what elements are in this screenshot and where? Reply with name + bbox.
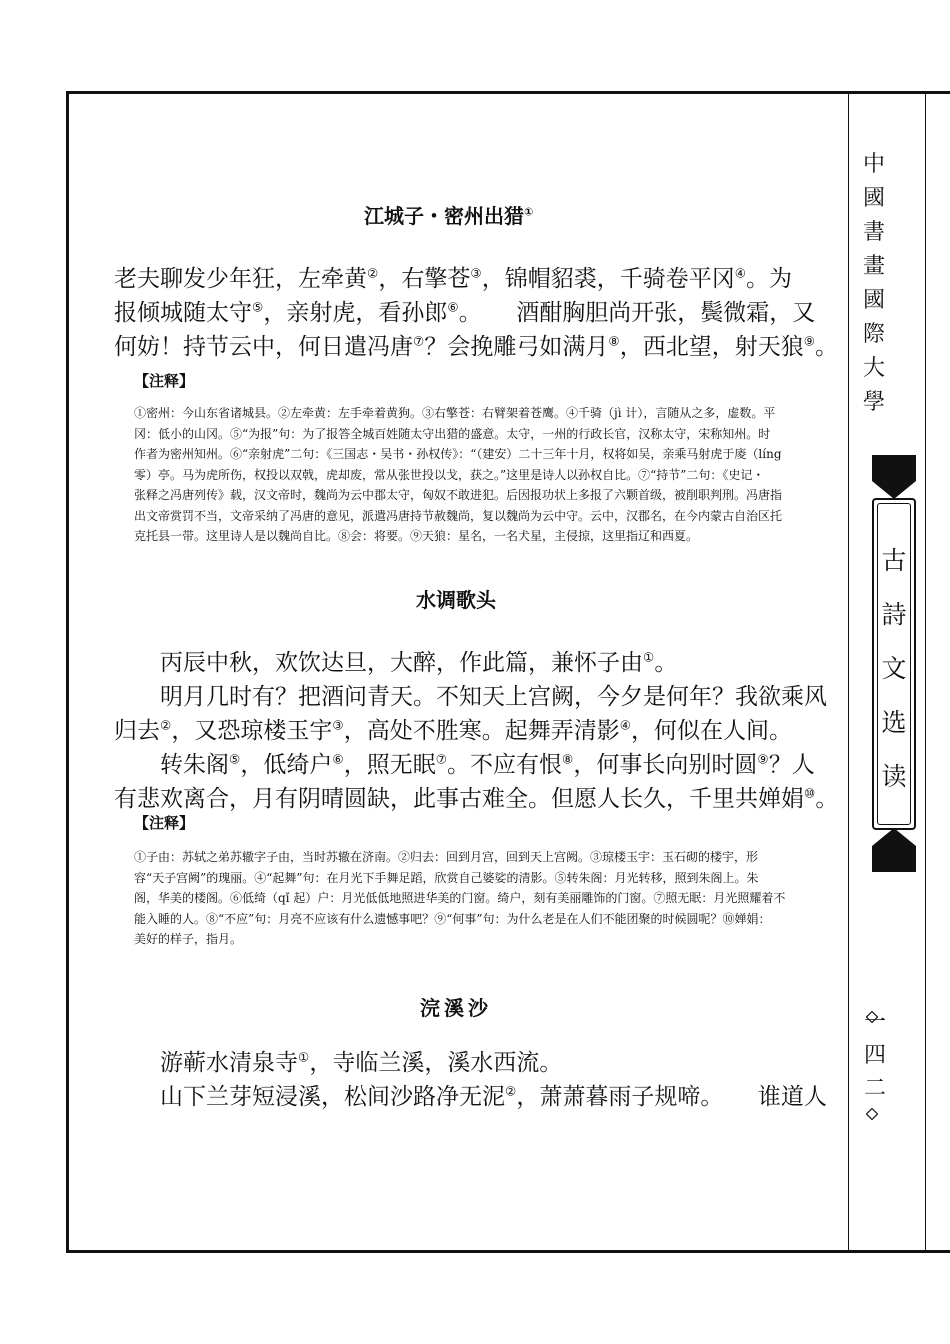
cartouche-top-bar: [872, 455, 916, 469]
footnote-marker: ⑨: [757, 751, 769, 767]
annotations: [134, 847, 814, 950]
poem-body: [114, 646, 839, 816]
footnote-marker: ③: [332, 717, 344, 733]
poem-line: [114, 262, 824, 296]
poem-text: 。: [654, 650, 678, 676]
poem-text: 。为: [746, 266, 793, 292]
poem-text: ，何事长向别时圆: [573, 752, 758, 778]
poem-text: 转朱阁: [114, 752, 229, 778]
poem-title-text: 浣溪沙: [420, 996, 492, 1020]
footnote-marker: ④: [619, 717, 632, 733]
footnote-marker: ⑦: [435, 751, 448, 767]
annotation-line: 零）亭。马为虎所伤，权投以双戟，虎却废，常从张世投以戈，获之。”这里是诗人以孙权自比。⑦“持节”二句：《史记・: [134, 467, 765, 482]
poem-text: 丙辰中秋，欢饮达旦，大醉，作此篇，兼怀子由: [114, 650, 643, 676]
poem-line: [114, 680, 827, 714]
poem-line: [114, 748, 824, 782]
annotation-line: 张释之冯唐列传》载，汉文帝时，魏尚为云中郡太守，匈奴不敢进犯。后因报功状上多报了六颗首级，被削职判刑。冯唐指: [134, 488, 783, 502]
footnote-marker: ①: [298, 1049, 310, 1065]
annotation-line: 克托县一带。这里诗人是以魏尚自比。⑧会：将要。⑨天狼：星名，一名犬星，主侵掠，这里指辽和西夏。: [134, 529, 699, 543]
poem-title-text: 水调歌头: [416, 588, 496, 612]
sidebar-divider-left: [848, 94, 849, 1250]
cartouche-bottom-bar: [872, 858, 916, 872]
footnote-marker: ⑤: [229, 751, 241, 767]
sidebar-divider-right: [925, 94, 926, 1250]
poem-text: 游蕲水清泉寺: [114, 1050, 298, 1076]
poem-text: 报倾城随太守: [114, 300, 252, 326]
poem-text: ，亲射虎，看孙郎: [263, 300, 448, 326]
poem-text: ，右擎苍: [378, 266, 471, 292]
poem-line: [114, 1046, 824, 1080]
poem-text: ？人: [768, 752, 815, 778]
footnote-marker: ①: [643, 649, 655, 665]
poem-title: [416, 584, 496, 613]
poem-text: ，锦帽貂裘，千骑卷平冈: [481, 266, 735, 292]
poem-body: [114, 262, 839, 364]
poem-text: ，低绮户: [240, 752, 333, 778]
cartouche-top-chevron: [872, 469, 916, 499]
footnote-marker: ⑦: [413, 333, 425, 349]
poem-text: ，萧萧暮雨子规啼。 谁道人: [516, 1084, 827, 1110]
footnote-marker: ④: [734, 265, 747, 281]
annotations: [134, 403, 814, 547]
annotation-line: 冈：低小的山冈。⑤“为报”句：为了报答全城百姓随太守出猎的盛意。太守，一州的行政长官，汉称太守，宋称知州。时: [134, 426, 771, 441]
poem-body: [114, 1046, 827, 1114]
poem-text: ，高处不胜寒。起舞弄清影: [343, 718, 620, 744]
note-heading: 【注释】: [134, 372, 195, 390]
poem-text: ，何似在人间。: [631, 718, 793, 744]
annotation-line: 能入睡的人。⑧“不应”句：月亮不应该有什么遗憾事吧？⑨“何事”句：为什么老是在人们不能团聚的时候圆呢？⑩婵娟：: [134, 911, 771, 926]
poem-text: ，又恐琼楼玉宇: [171, 718, 333, 744]
footnote-marker: ③: [470, 265, 482, 281]
annotation-line: 作者为密州知州。⑥“亲射虎”二句：《三国志・吴书・孙权传》：“（建安）二十三年十月，权将如吴，亲乘马射虎于庱（líng: [134, 447, 782, 461]
footnote-marker: ②: [160, 717, 172, 733]
poem-text: 有悲欢离合，月有阴晴圆缺，此事古难全。但愿人长久，千里共婵娟: [114, 786, 804, 812]
poem-text: 。: [815, 334, 839, 360]
poem-text: 。: [815, 786, 839, 812]
poem-text: ，寺临兰溪，溪水西流。: [309, 1050, 563, 1076]
poem-title: [364, 200, 533, 229]
annotation-line: 出文帝赏罚不当，文帝采纳了冯唐的意见，派遣冯唐持节赦魏尚，复以魏尚为云中守。云中，汉郡名，在今内蒙古自治区托: [134, 508, 783, 523]
poem-text: 归去: [114, 718, 160, 744]
poem-text: ，照无眠: [343, 752, 436, 778]
footnote-marker: ⑧: [608, 333, 620, 349]
book-title: 古詩文选读: [881, 546, 907, 791]
annotation-line: 美好的样子，指月。: [134, 932, 243, 946]
annotation-line: 阁，华美的楼阁。⑥低绮（qǐ 起）户：月光低低地照进华美的门窗。绮户，刻有美丽雕饰的门窗。⑦照无眠：月光照耀着不: [134, 891, 786, 905]
poem-line: [114, 782, 839, 816]
footnote-marker: ②: [505, 1083, 517, 1099]
annotation-line: 容“天子宫阙”的瑰丽。④“起舞”句：在月光下手舞足蹈，欣赏自己婆娑的清影。⑤转朱阁：月光转移，照到朱阁上。朱: [134, 870, 759, 885]
poem-text: 明月几时有？把酒问青天。不知天上宫阙，今夕是何年？我欲乘风: [114, 684, 827, 710]
poem-line: [114, 714, 824, 748]
poem-title-text: 江城子・密州出猎: [364, 204, 524, 228]
footnote-marker: ①: [524, 205, 534, 219]
footnote-marker: ⑧: [562, 751, 574, 767]
footnote-marker: ⑤: [252, 299, 264, 315]
note-heading: 【注释】: [134, 814, 195, 832]
poem-text: ？会挽雕弓如满月: [424, 334, 609, 360]
poem-text: 何妨！持节云中，何日遣冯唐: [114, 334, 413, 360]
footnote-marker: ⑥: [332, 751, 344, 767]
poem-text: 山下兰芽短浸溪，松间沙路净无泥: [114, 1084, 505, 1110]
university-name: 中國書畫國際大學: [862, 152, 885, 415]
poem-text: 。 酒酣胸胆尚开张，鬓微霜，又: [458, 300, 816, 326]
poem-text: 老夫聊发少年狂，左牵黄: [114, 266, 367, 292]
poem-title: [420, 992, 492, 1021]
annotation-line: ①密州：今山东省诸城县。②左牵黄：左手牵着黄狗。③右擎苍：右臂架着苍鹰。④千骑（jì 计），言随从之多，虚数。平: [134, 406, 776, 420]
annotation-line: ①子由：苏轼之弟苏辙字子由，当时苏辙在济南。②归去：回到月宫，回到天上宫阙。③琼楼玉宇：玉石砌的楼宇，形: [134, 850, 759, 864]
poem-line: [114, 330, 839, 364]
poem-line: [114, 296, 824, 330]
footnote-marker: ⑩: [804, 785, 816, 801]
page-number: 一四二: [863, 1010, 886, 1101]
cartouche-bottom-chevron: [872, 828, 916, 858]
poem-text: 。不应有恨: [447, 752, 563, 778]
footnote-marker: ⑨: [803, 333, 816, 349]
footnote-marker: ②: [367, 265, 379, 281]
poem-line: [114, 646, 824, 680]
footnote-marker: ⑥: [447, 299, 459, 315]
poem-text: ，西北望，射天狼: [619, 334, 804, 360]
poem-line: [114, 1080, 827, 1114]
diamond-icon: [866, 1108, 878, 1120]
